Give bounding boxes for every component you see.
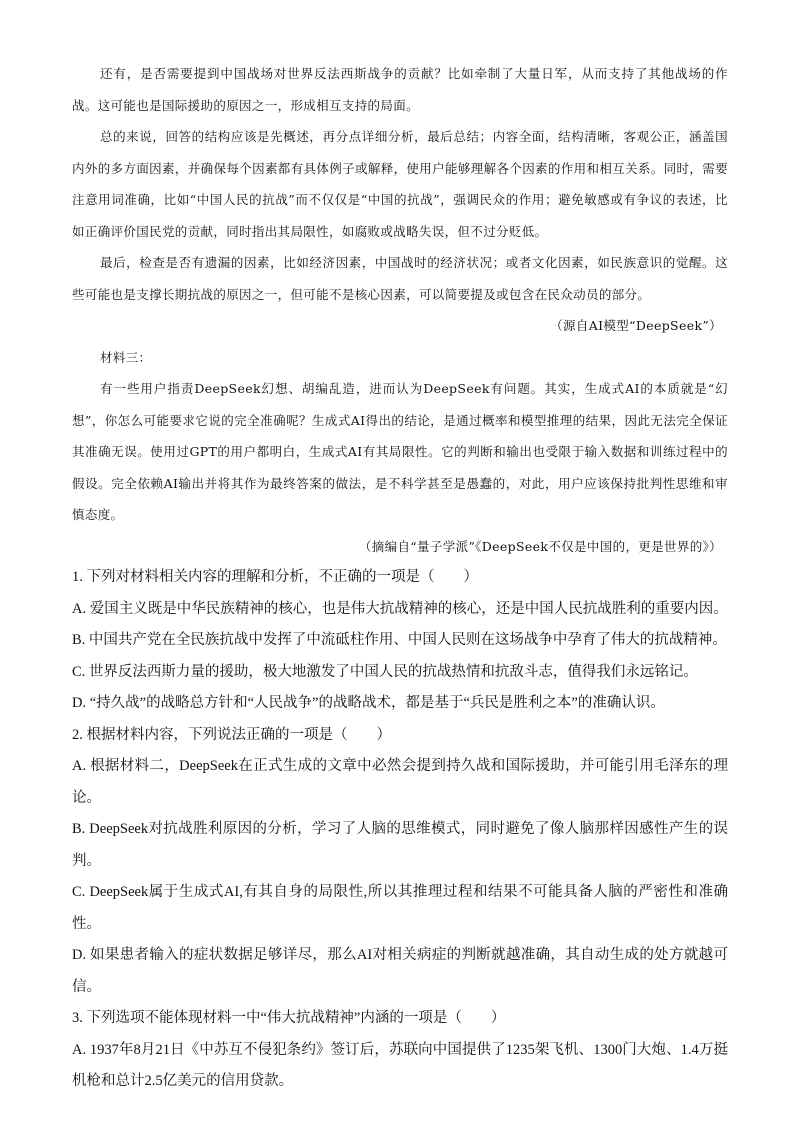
question-3 (72, 1003, 728, 1098)
question-stem: 1. 下列对材料相关内容的理解和分析，不正确的一项是（ ） (72, 569, 478, 585)
paragraph: 有一些用户指责DeepSeek幻想、胡编乱造，进而认为DeepSeek有问题。其实，生成式AI的本质就是“幻想”，你怎么可能要求它说的完全准确呢？生成式AI得出的结论，是通过概率和模型推理的结果，因此无法完全保证其准确无误。使用过GPT的用户都明白，生成式AI有其局限性。它的判断和输出也受限于输入数据和训练过程中的假设。完全依赖AI输出并将其作为最终答案的做法，是不科学甚至是愚蠢的，对此，用户应该保持批判性思维和审慎态度。 (72, 381, 728, 522)
material-three (72, 342, 728, 563)
option-b: B. DeepSeek对抗战胜利原因的分析，学习了人脑的思维模式，同时避免了像人脑那样因感性产生的误判。 (72, 821, 728, 869)
question-stem: 3. 下列选项不能体现材料一中“伟大抗战精神”内涵的一项是（ ） (72, 1010, 506, 1026)
source-citation: （源自AI模型“DeepSeek”） (550, 318, 722, 333)
question-1 (72, 562, 728, 720)
material-two-tail (72, 58, 728, 342)
source-citation: （摘编自“量子学派”《DeepSeek不仅是中国的，更是世界的》） (358, 538, 722, 554)
option-a: A. 1937年8月21日《中苏互不侵犯条约》签订后，苏联向中国提供了1235架飞机、1300门大炮、1.4万挺机枪和总计2.5亿美元的信用贷款。 (72, 1041, 728, 1089)
document-page (72, 58, 728, 1098)
question-stem: 2. 根据材料内容，下列说法正确的一项是（ ） (72, 726, 391, 743)
option-d: D. “持久战”的战略总方针和“人民战争”的战略战术，都是基于“兵民是胜利之本”的准确认识。 (72, 695, 665, 711)
paragraph: 还有，是否需要提到中国战场对世界反法西斯战争的贡献？比如牵制了大量日军，从而支持了其他战场的作战。这可能也是国际援助的原因之一，形成相互支持的局面。 (72, 66, 728, 113)
option-a: A. 根据材料二，DeepSeek在正式生成的文章中必然会提到持久战和国际援助，并可能引用毛泽东的理论。 (72, 758, 728, 806)
option-d: D. 如果患者输入的症状数据足够详尽，那么AI对相关病症的判断就越准确，其自动生成的处方就越可信。 (72, 947, 728, 995)
option-b: B. 中国共产党在全民族抗战中发挥了中流砥柱作用、中国人民则在这场战争中孕育了伟大的抗战精神。 (72, 632, 727, 648)
option-c: C. DeepSeek属于生成式AI,有其自身的局限性,所以其推理过程和结果不可能具备人脑的严密性和准确性。 (72, 884, 728, 932)
option-a: A. 爱国主义既是中华民族精神的核心，也是伟大抗战精神的核心，还是中国人民抗战胜利的重要内因。 (72, 600, 728, 617)
questions (72, 562, 728, 1098)
paragraph: 最后，检查是否有遗漏的因素，比如经济因素，中国战时的经济状况；或者文化因素，如民族意识的觉醒。这些可能也是支撑长期抗战的原因之一，但可能不是核心因素，可以简要提及或包含在民众动员的部分。 (72, 255, 728, 302)
material-label: 材料三： (100, 349, 152, 365)
paragraph: 总的来说，回答的结构应该是先概述，再分点详细分析，最后总结；内容全面，结构清晰，客观公正，涵盖国内外的多方面因素，并确保每个因素都有具体例子或解释，使用户能够理解各个因素的作用和相互关系。同时，需要注意用词准确，比如“中国人民的抗战”而不仅仅是“中国的抗战”，强调民众的作用；避免敏感或有争议的表述，比如正确评价国民党的贡献，同时指出其局限性，如腐败或战略失误，但不过分贬低。 (72, 129, 728, 239)
option-c: C. 世界反法西斯力量的援助，极大地激发了中国人民的抗战热情和抗敌斗志，值得我们永远铭记。 (72, 663, 698, 680)
question-2 (72, 720, 728, 1004)
